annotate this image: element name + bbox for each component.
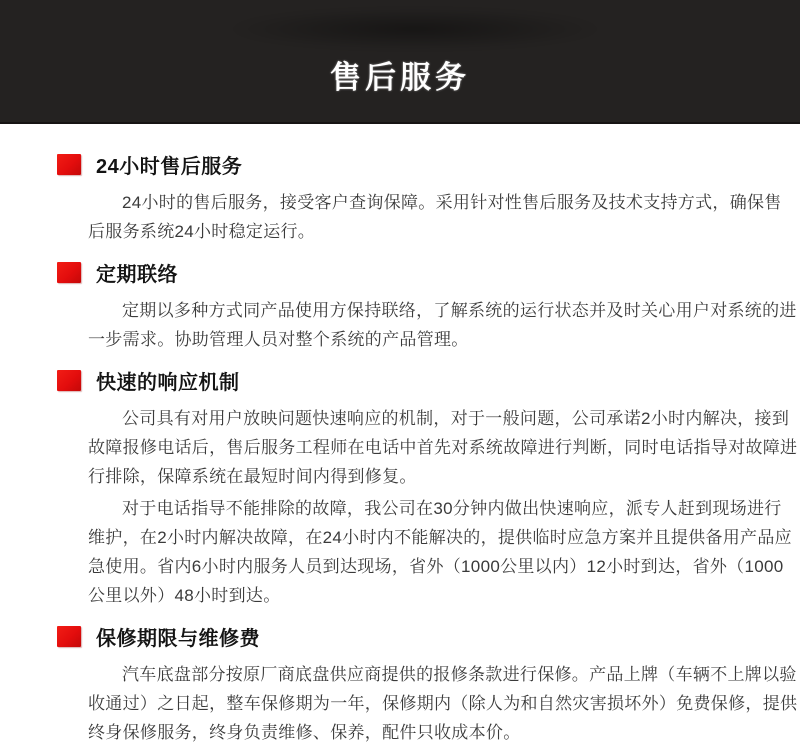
section-header bbox=[57, 366, 762, 395]
red-square-bullet-icon bbox=[57, 154, 81, 175]
text-line: 公里以外）48小时到达。 bbox=[88, 586, 281, 605]
text-line: 维护，在2小时内解决故障，在24小时内不能解决的，提供临时应急方案并且提供备用产品应 bbox=[88, 528, 792, 547]
paragraph bbox=[88, 404, 798, 491]
text-line: 对于电话指导不能排除的故障，我公司在30分钟内做出快速响应，派专人赶到现场进行 bbox=[122, 499, 782, 518]
section-heading: 定期联络 bbox=[96, 264, 178, 286]
text-line: 一步需求。协助管理人员对整个系统的产品管理。 bbox=[88, 330, 469, 349]
section-rapid-response bbox=[57, 366, 798, 610]
section-heading: 保修期限与维修费 bbox=[96, 628, 260, 650]
watermark-smudge bbox=[230, 8, 600, 50]
text-line: 定期以多种方式同产品使用方保持联络，了解系统的运行状态并及时关心用户对系统的进 bbox=[122, 301, 797, 320]
text-line: 24小时的售后服务，接受客户查询保障。采用针对性售后服务及技术支持方式，确保售 bbox=[122, 193, 782, 212]
paragraph bbox=[88, 660, 798, 747]
section-warranty-fees bbox=[57, 622, 798, 747]
paragraph bbox=[88, 188, 782, 246]
text-line: 急使用。省内6小时内服务人员到达现场，省外（1000公里以内）12小时到达，省外（1000 bbox=[88, 557, 784, 576]
paragraph bbox=[88, 296, 797, 354]
text-line: 收通过）之日起，整车保修期为一年，保修期内（除人为和自然灾害损坏外）免费保修，提供 bbox=[88, 694, 798, 713]
section-header bbox=[57, 622, 762, 651]
text-line: 公司具有对用户放映问题快速响应的机制，对于一般问题，公司承诺2小时内解决，接到 bbox=[122, 409, 790, 428]
red-square-bullet-icon bbox=[57, 370, 81, 391]
section-regular-contact bbox=[57, 258, 797, 354]
text-line: 后服务系统24小时稳定运行。 bbox=[88, 222, 316, 241]
document-body bbox=[0, 124, 800, 747]
text-line: 终身保修服务，终身负责维修、保养，配件只收成本价。 bbox=[88, 723, 521, 742]
section-header bbox=[57, 258, 762, 287]
text-line: 故障报修电话后，售后服务工程师在电话中首先对系统故障进行判断，同时电话指导对故障进 bbox=[88, 438, 798, 457]
section-24h-service bbox=[57, 150, 782, 246]
text-line: 汽车底盘部分按原厂商底盘供应商提供的报修条款进行保修。产品上牌（车辆不上牌以验 bbox=[122, 665, 797, 684]
section-heading: 24小时售后服务 bbox=[96, 156, 243, 178]
text-line: 行排除，保障系统在最短时间内得到修复。 bbox=[88, 467, 417, 486]
red-square-bullet-icon bbox=[57, 262, 81, 283]
header-banner bbox=[0, 0, 800, 124]
section-heading: 快速的响应机制 bbox=[96, 372, 240, 394]
red-square-bullet-icon bbox=[57, 626, 81, 647]
paragraph bbox=[88, 494, 792, 610]
page-title: 售后服务 bbox=[330, 60, 470, 95]
section-header bbox=[57, 150, 762, 179]
